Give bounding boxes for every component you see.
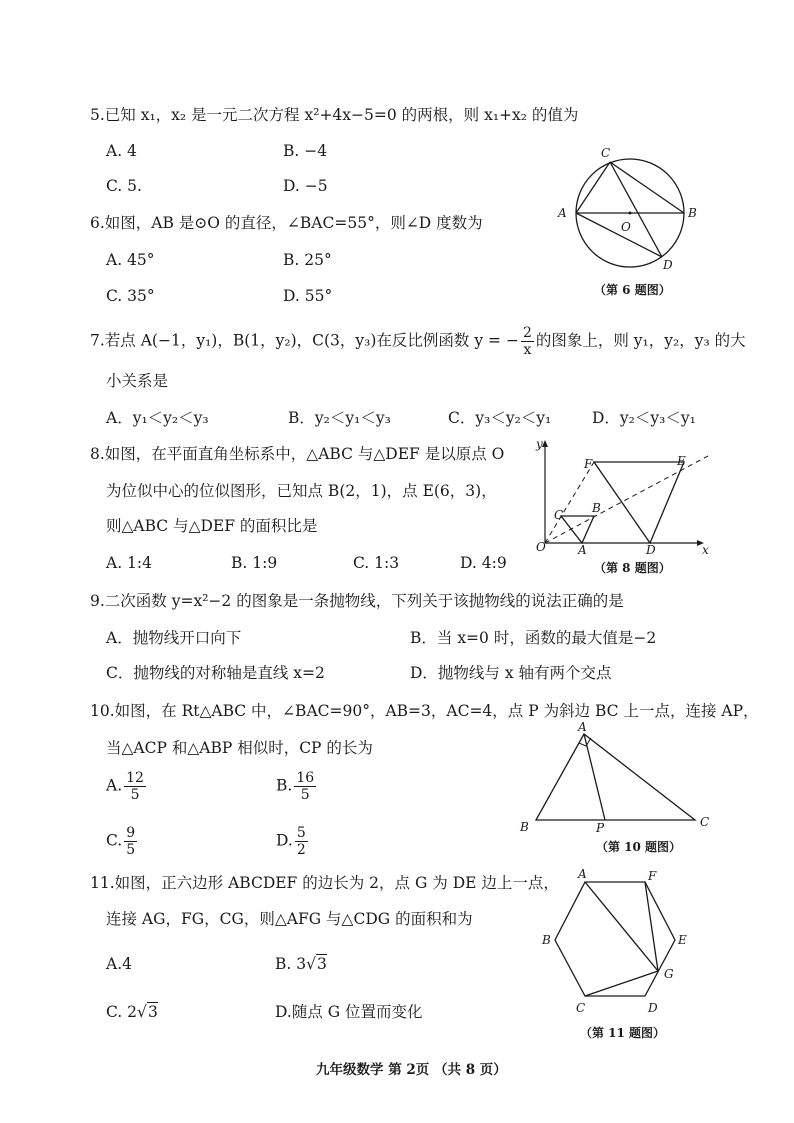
q7-option-c: C．y₃＜y₂＜y₁ <box>448 409 552 427</box>
q9-option-c: C．抛物线的对称轴是直线 x=2 <box>106 664 325 682</box>
question-6-stem: 6.如图，AB 是⊙O 的直径，∠BAC=55°，则∠D 度数为 <box>90 214 483 232</box>
segment-cd <box>610 162 662 257</box>
q10-option-c: C. $\frac{9}{5}$ <box>106 825 136 858</box>
q11-option-c: C. 2√3 <box>106 1003 158 1021</box>
label-a: A <box>558 206 567 220</box>
dashed-ray-of <box>545 462 594 543</box>
label-c: C <box>554 508 564 522</box>
label-p: P <box>596 821 605 835</box>
question-10-stem-1: 10.如图，在 Rt△ABC 中，∠BAC=90°，AB=3，AC=4，点 P 为斜边 BC 上一点，连接 AP， <box>90 702 759 720</box>
segment-bc <box>610 162 684 213</box>
q5-option-c: C. 5. <box>106 177 142 195</box>
q11-hexagon-figure <box>540 867 700 1020</box>
label-y: y <box>536 437 543 451</box>
q10-option-d: D. $\frac{5}{2}$ <box>276 825 306 858</box>
label-o: O <box>536 540 546 554</box>
question-11-stem-2: 连接 AG，FG，CG，则△AFG 与△CDG 的面积和为 <box>106 910 473 928</box>
label-b: B <box>592 501 601 515</box>
q11-option-a: A.4 <box>106 955 132 973</box>
q9-option-a: A．抛物线开口向下 <box>106 629 242 647</box>
dashed-ray-oe <box>545 456 708 543</box>
q5-option-d: D. −5 <box>283 177 328 195</box>
q10-triangle-figure <box>510 722 720 837</box>
label-a: A <box>578 543 587 557</box>
question-10-stem-2: 当△ACP 和△ABP 相似时，CP 的长为 <box>106 739 373 757</box>
segment-ad <box>576 213 662 257</box>
label-b: B <box>542 933 551 947</box>
label-d: D <box>663 258 673 272</box>
label-e: E <box>677 454 686 468</box>
q6-figure-caption: （第 6 题图） <box>594 283 671 297</box>
q6-circle-figure <box>555 145 715 275</box>
q7-option-a: A．y₁＜y₂＜y₃ <box>106 409 209 427</box>
q9-option-d: D．抛物线与 x 轴有两个交点 <box>410 664 612 682</box>
label-c: C <box>700 815 710 829</box>
question-9-stem: 9.二次函数 y=x²−2 的图象是一条抛物线，下列关于该抛物线的说法正确的是 <box>90 592 624 610</box>
label-a: A <box>578 720 587 734</box>
q8-option-a: A. 1:4 <box>106 554 152 572</box>
q8-option-c: C. 1:3 <box>353 554 400 572</box>
label-d: D <box>646 543 656 557</box>
label-e: E <box>678 933 687 947</box>
q10-option-a: A. $\frac{12}{5}$ <box>106 770 144 803</box>
y-axis-arrow <box>542 440 548 447</box>
q8-option-b: B. 1:9 <box>231 554 278 572</box>
page-footer: 九年级数学 第 2页 （共 8 页） <box>316 1062 507 1078</box>
q11-figure-caption: （第 11 题图） <box>580 1026 666 1040</box>
center-dot <box>629 212 632 215</box>
label-d: D <box>648 1001 658 1015</box>
question-7-stem-cont: 小关系是 <box>106 372 169 390</box>
q6-option-d: D. 55° <box>283 287 333 305</box>
label-c: C <box>576 1001 586 1015</box>
label-b: B <box>688 206 697 220</box>
q5-option-b: B. −4 <box>283 142 328 160</box>
question-7-stem: 7.若点 A(−1，y₁)，B(1，y₂)，C(3，y₃)在反比例函数 y = − $\frac{2}{x}$ 的图象上，则 y₁，y₂，y₃ 的大 <box>90 325 746 358</box>
segment-ap <box>584 734 605 820</box>
triangle-def <box>594 462 684 543</box>
q10-figure-caption: （第 10 题图） <box>596 840 682 854</box>
label-a: A <box>578 867 587 881</box>
label-g: G <box>664 967 674 981</box>
q5-option-a: A. 4 <box>106 142 137 160</box>
q7-option-d: D．y₂＜y₃＜y₁ <box>592 409 696 427</box>
question-8-stem-3: 则△ABC 与△DEF 的面积比是 <box>106 517 318 535</box>
label-x: x <box>702 543 709 557</box>
q9-option-b: B．当 x=0 时，函数的最大值是−2 <box>410 629 657 647</box>
label-o: O <box>621 220 631 234</box>
label-b: B <box>520 820 529 834</box>
question-5-stem: 5.已知 x₁，x₂ 是一元二次方程 x²+4x−5=0 的两根，则 x₁+x₂ 的值为 <box>90 106 579 124</box>
segment-ac <box>576 162 610 213</box>
q6-option-b: B. 25° <box>283 251 332 269</box>
triangle-abc <box>536 734 695 820</box>
q8-option-d: D. 4:9 <box>460 554 507 572</box>
q11-option-b: B. 3√3 <box>275 955 327 973</box>
q8-coordinate-figure <box>532 438 712 563</box>
q7-option-b: B．y₂＜y₁＜y₃ <box>288 409 391 427</box>
question-8-stem-1: 8.如图，在平面直角坐标系中，△ABC 与△DEF 是以原点 O <box>90 445 505 463</box>
question-11-stem-1: 11.如图，正六边形 ABCDEF 的边长为 2，点 G 为 DE 边上一点， <box>90 874 559 892</box>
q8-figure-caption: （第 8 题图） <box>594 561 671 575</box>
hexagon-abcdef <box>555 882 675 996</box>
q10-option-b: B. $\frac{16}{5}$ <box>276 770 315 803</box>
question-8-stem-2: 为位似中心的位似图形，已知点 B(2，1)，点 E(6，3)， <box>106 482 497 500</box>
fraction: $\frac{2}{x}$ <box>522 325 532 358</box>
label-f: F <box>584 457 593 471</box>
q6-option-a: A. 45° <box>106 251 155 269</box>
q11-option-d: D.随点 G 位置而变化 <box>275 1003 423 1021</box>
q6-option-c: C. 35° <box>106 287 155 305</box>
label-c: C <box>601 146 611 160</box>
label-f: F <box>648 869 657 883</box>
